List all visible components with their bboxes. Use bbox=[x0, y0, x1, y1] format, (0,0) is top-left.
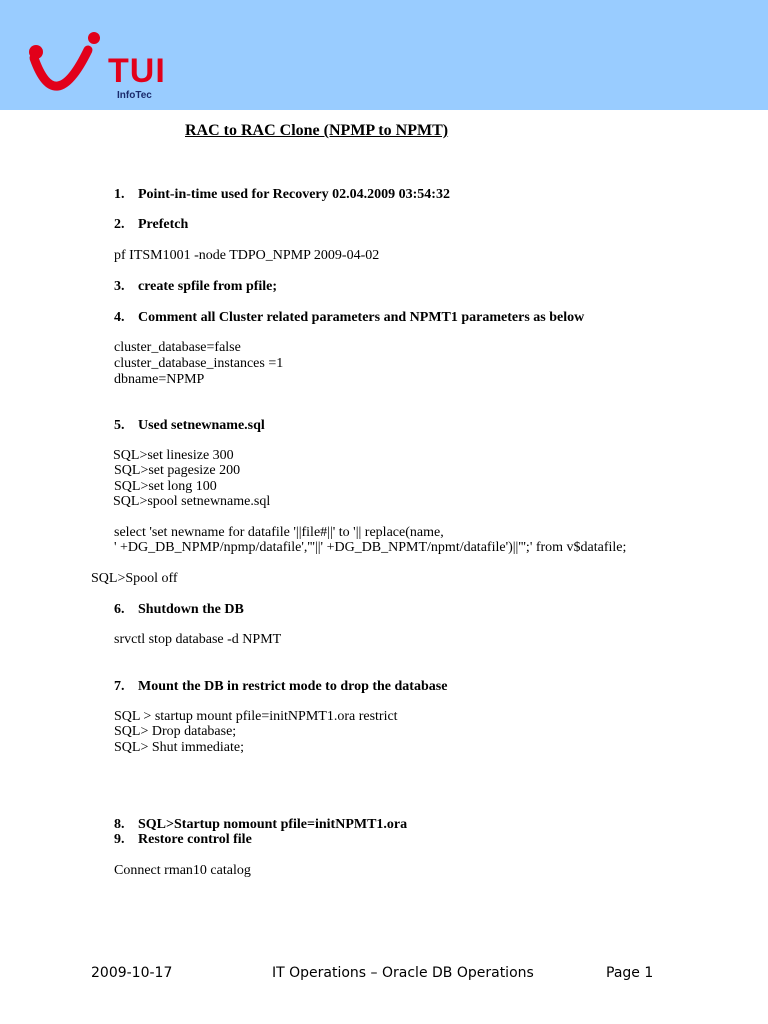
select-line: select 'set newname for datafile '||file#||' to '|| replace(name, bbox=[114, 525, 444, 540]
tui-smile-icon bbox=[0, 0, 110, 110]
step-6-number: 6. bbox=[114, 602, 125, 617]
step-4-number: 4. bbox=[114, 310, 125, 325]
step-9-number: 9. bbox=[114, 832, 125, 847]
param-line: cluster_database_instances =1 bbox=[114, 356, 284, 371]
select-line: ' +DG_DB_NPMP/npmp/datafile','''||' +DG_DB_NPMT/npmt/datafile')||''';' from v$datafile; bbox=[114, 540, 627, 555]
header-band bbox=[0, 0, 768, 110]
spool-off-line: SQL>Spool off bbox=[91, 571, 178, 586]
param-line: dbname=NPMP bbox=[114, 372, 205, 387]
step-3-text: create spfile from pfile; bbox=[138, 279, 278, 294]
stop-command: srvctl stop database -d NPMT bbox=[114, 632, 282, 647]
step-8-number: 8. bbox=[114, 817, 125, 832]
step-7-number: 7. bbox=[114, 679, 125, 694]
brand-subtitle: InfoTec bbox=[117, 90, 152, 101]
sql-line: SQL>set long 100 bbox=[114, 479, 217, 494]
param-line: cluster_database=false bbox=[114, 340, 241, 355]
step-4-text: Comment all Cluster related parameters and NPMT1 parameters as below bbox=[138, 310, 585, 325]
step-9-text: Restore control file bbox=[138, 832, 252, 847]
step-1-number: 1. bbox=[114, 187, 125, 202]
drop-sql-line: SQL> Shut immediate; bbox=[114, 740, 244, 755]
sql-line: SQL>spool setnewname.sql bbox=[113, 494, 271, 509]
sql-line: SQL>set pagesize 200 bbox=[114, 463, 241, 478]
tui-logo bbox=[0, 0, 200, 110]
step-8-text: SQL>Startup nomount pfile=initNPMT1.ora bbox=[138, 817, 408, 832]
brand-name: TUI bbox=[108, 52, 166, 90]
prefetch-command: pf ITSM1001 -node TDPO_NPMP 2009-04-02 bbox=[114, 248, 380, 263]
step-6-text: Shutdown the DB bbox=[138, 602, 244, 617]
connect-line: Connect rman10 catalog bbox=[114, 863, 251, 878]
step-3-number: 3. bbox=[114, 279, 125, 294]
drop-sql-line: SQL> Drop database; bbox=[114, 724, 237, 739]
step-2-number: 2. bbox=[114, 217, 125, 232]
footer-page: Page 1 bbox=[606, 965, 654, 981]
step-7-text: Mount the DB in restrict mode to drop the database bbox=[138, 679, 448, 694]
footer-center: IT Operations – Oracle DB Operations bbox=[272, 965, 534, 981]
page-title: RAC to RAC Clone (NPMP to NPMT) bbox=[185, 122, 449, 139]
footer-date: 2009-10-17 bbox=[91, 965, 173, 981]
step-5-text: Used setnewname.sql bbox=[138, 418, 265, 433]
step-5-number: 5. bbox=[114, 418, 125, 433]
step-2-text: Prefetch bbox=[138, 217, 189, 232]
sql-line: SQL>set linesize 300 bbox=[113, 448, 234, 463]
step-1-text: Point-in-time used for Recovery 02.04.2009 03:54:32 bbox=[138, 187, 450, 202]
drop-sql-line: SQL > startup mount pfile=initNPMT1.ora restrict bbox=[114, 709, 398, 724]
